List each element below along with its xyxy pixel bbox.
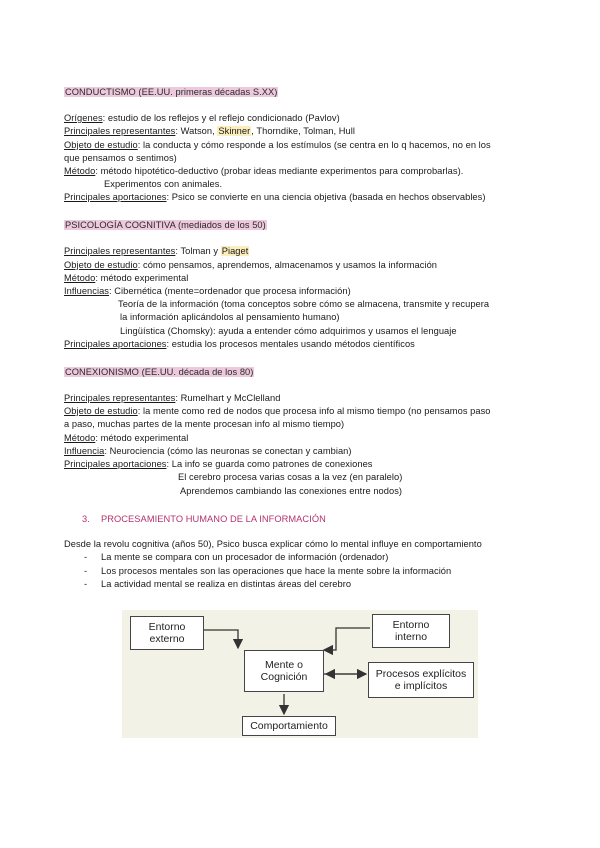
cognitiva-influencias-3: la información aplicándolos al pensamiento humano) <box>120 312 340 322</box>
conexionismo-influencia: Influencia: Neurociencia (cómo las neuronas se conectan y cambian) <box>64 446 352 456</box>
conexionismo-objeto-2: a paso, muchas partes de la mente procesan info al mismo tiempo) <box>64 419 345 429</box>
section3-title: PROCESAMIENTO HUMANO DE LA INFORMACIÓN <box>101 514 326 524</box>
box-procesos: Procesos explícitos e implícitos <box>368 662 474 698</box>
bullet-item: Los procesos mentales son las operaciones que hace la mente sobre la información <box>101 566 452 576</box>
conexionismo-metodo: Método: método experimental <box>64 433 189 443</box>
box-comportamiento: Comportamiento <box>242 716 336 736</box>
box-mente-cognicion: Mente o Cognición <box>244 650 324 692</box>
conductismo-objeto-2: que pensamos o sentimos) <box>64 153 177 163</box>
conductismo-metodo-1: Método: método hipotético-deductivo (probar ideas mediante experimentos para comprobarlas). <box>64 166 464 176</box>
conductismo-metodo-2: Experimentos con animales. <box>104 179 223 189</box>
cognitiva-objeto: Objeto de estudio: cómo pensamos, aprendemos, almacenamos y usamos la información <box>64 260 438 270</box>
conexionismo-heading: CONEXIONISMO (EE.UU. década de los 80) <box>65 367 254 377</box>
box-entorno-externo: Entorno externo <box>130 616 204 650</box>
conexionismo-aportaciones-1: Principales aportaciones: La info se guarda como patrones de conexiones <box>64 459 373 469</box>
conexionismo-objeto-1: Objeto de estudio: la mente como red de nodos que procesa info al mismo tiempo (no pensamos paso <box>64 406 491 416</box>
bullet-marker: - <box>84 566 88 576</box>
cognitiva-influencias-2: Teoría de la información (toma conceptos sobre cómo se almacena, transmite y recupera <box>118 299 490 309</box>
conexionismo-aportaciones-3: Aprendemos cambiando las conexiones entre nodos) <box>180 486 403 496</box>
conductismo-representantes: Principales representantes: Watson, Skinner, Thorndike, Tolman, Hull <box>64 126 356 136</box>
cognitiva-metodo: Método: método experimental <box>64 273 189 283</box>
section3-number: 3. <box>82 514 90 524</box>
arrow-externo-to-mente <box>204 630 238 648</box>
bullet-item: La mente se compara con un procesador de información (ordenador) <box>101 552 389 562</box>
box-entorno-interno: Entorno interno <box>372 614 450 648</box>
cognitiva-influencias-1: Influencias: Cibernética (mente=ordenador que procesa información) <box>64 286 351 296</box>
conductismo-heading: CONDUCTISMO (EE.UU. primeras décadas S.XX) <box>65 87 278 97</box>
conexionismo-aportaciones-2: El cerebro procesa varias cosas a la vez (en paralelo) <box>178 472 403 482</box>
processing-diagram <box>122 610 478 738</box>
cognitiva-influencias-4: Lingüística (Chomsky): ayuda a entender cómo adquirimos y usamos el lenguaje <box>120 326 457 336</box>
conductismo-objeto-1: Objeto de estudio: la conducta y cómo responde a los estímulos (se centra en lo q hacemos, no en los <box>64 140 491 150</box>
conductismo-aportaciones: Principales aportaciones: Psico se convierte en una ciencia objetiva (basada en hechos observables) <box>64 192 486 202</box>
conexionismo-representantes: Principales representantes: Rumelhart y McClelland <box>64 393 281 403</box>
cognitiva-representantes: Principales representantes: Tolman y Piaget <box>64 246 249 256</box>
conductismo-origenes: Orígenes: estudio de los reflejos y el reflejo condicionado (Pavlov) <box>64 113 340 123</box>
bullet-marker: - <box>84 552 88 562</box>
bullet-item: La actividad mental se realiza en distintas áreas del cerebro <box>101 579 352 589</box>
section3-intro: Desde la revolu cognitiva (años 50), Psico busca explicar cómo lo mental influye en comportamiento <box>64 539 482 549</box>
bullet-marker: - <box>84 579 88 589</box>
cognitiva-heading: PSICOLOGÍA COGNITIVA (mediados de los 50) <box>65 220 266 230</box>
cognitiva-aportaciones: Principales aportaciones: estudia los procesos mentales usando métodos científicos <box>64 339 415 349</box>
arrow-interno-to-mente <box>324 628 370 650</box>
